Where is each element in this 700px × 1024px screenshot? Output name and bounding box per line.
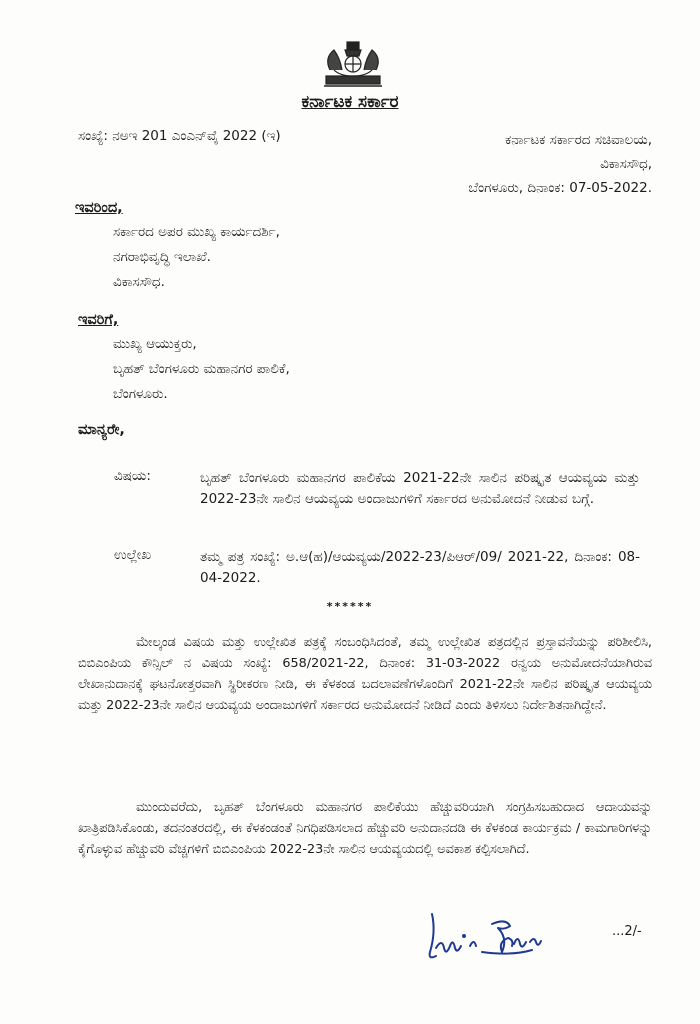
salutation: ಮಾನ್ಯರೇ, xyxy=(78,422,125,438)
office-line: ಕರ್ನಾಟಕ ಸರ್ಕಾರದ ಸಚಿವಾಲಯ, xyxy=(505,132,652,148)
reference-number: ಸಂಖ್ಯೆ: ನಅಇ 201 ಎಂಎನ್‌ವೈ 2022 (ಇ) xyxy=(78,128,281,144)
office-line: ವಿಕಾಸಸೌಧ, xyxy=(600,156,652,172)
reference-label: ಉಲ್ಲೇಖ xyxy=(114,547,152,563)
recipient-line: ಬೃಹತ್ ಬೆಂಗಳೂರು ಮಹಾನಗರ ಪಾಲಿಕೆ, xyxy=(113,361,290,377)
sender-address xyxy=(113,220,280,295)
separator-stars: ****** xyxy=(326,600,374,613)
from-heading: ಇವರಿಂದ, xyxy=(75,200,123,216)
recipient-address xyxy=(113,332,290,407)
to-heading: ಇವರಿಗೆ, xyxy=(78,312,119,328)
sender-line: ವಿಕಾಸಸೌಧ. xyxy=(113,274,165,290)
office-date-line: ಬೆಂಗಳೂರು, ದಿನಾಂಕ: 07-05-2022. xyxy=(468,180,652,196)
body-paragraph-2: ಮುಂದುವರೆದು, ಬೃಹತ್ ಬೆಂಗಳೂರು ಮಹಾನಗರ ಪಾಲಿಕೆಯು ಹೆಚ್ಚುವರಿಯಾಗಿ ಸಂಗ್ರಹಿಸಬಹುದಾದ ಆದಾಯವನ್ನು ಖಾತ್ರಿಪಡಿಸಿಕೊಂಡು, ತದನಂತರದಲ್ಲಿ, ಈ ಕೆಳಕಂಡಂತೆ ನಿಗಧಿಪಡಿಸಲಾದ ಹೆಚ್ಚುವರಿ ಅನುದಾನದಡಿ ಈ ಕೆಳಕಂಡ ಕಾರ್ಯಕ್ರಮ / ಕಾಮಗಾರಿಗಳನ್ನು ಕೈಗೊಳ್ಳುವ ಹೆಚ್ಚುವರಿ ವೆಚ್ಚಗಳಿಗೆ ಬಿಬಿಎಂಪಿಯ 2022-23ನೇ ಸಾಲಿನ ಆಯವ್ಯಯದಲ್ಲಿ ಅವಕಾಶ ಕಲ್ಪಿಸಲಾಗಿದೆ. xyxy=(78,800,652,857)
page-continuation: ...2/- xyxy=(612,924,642,939)
sender-line: ಸರ್ಕಾರದ ಅಪರ ಮುಖ್ಯ ಕಾರ್ಯದರ್ಶಿ, xyxy=(113,224,280,240)
sender-line: ನಗರಾಭಿವೃದ್ಧಿ ಇಲಾಖೆ. xyxy=(113,249,211,265)
recipient-line: ಬೆಂಗಳೂರು. xyxy=(113,386,168,402)
subject-label: ವಿಷಯ: xyxy=(114,468,151,484)
office-address xyxy=(468,128,652,200)
body-paragraph-1: ಮೇಲ್ಕಂಡ ವಿಷಯ ಮತ್ತು ಉಲ್ಲೇಖಿತ ಪತ್ರಕ್ಕೆ ಸಂಬಂಧಿಸಿದಂತೆ, ತಮ್ಮ ಉಲ್ಲೇಖಿತ ಪತ್ರದಲ್ಲಿನ ಪ್ರಸ್ತಾವನೆಯನ್ನು ಪರಿಶೀಲಿಸಿ, ಬಿಬಿಎಂಪಿಯ ಕೌನ್ಸಿಲ್ ನ ವಿಷಯ ಸಂಖ್ಯೆ: 658/2021-22, ದಿನಾಂಕ: 31-03-2022 ರನ್ವಯ ಅನುಮೋದನೆಯಾಗಿರುವ ಲೇಖಾನುದಾನಕ್ಕೆ ಘಟನೋತ್ತರವಾಗಿ ಸ್ಥಿರೀಕರಣ ನೀಡಿ, ಈ ಕೆಳಕಂಡ ಬದಲಾವಣೆಗಳೊಂದಿಗೆ 2021-22ನೇ ಸಾಲಿನ ಪರಿಷ್ಕೃತ ಆಯವ್ಯಯ ಮತ್ತು 2022-23ನೇ ಸಾಲಿನ ಆಯವ್ಯಯ ಅಂದಾಜುಗಳಿಗೆ ಸರ್ಕಾರದ ಅನುಮೋದನೆ ನೀಡಿದೆ ಎಂದು ತಿಳಿಸಲು ನಿರ್ದೇಶಿತನಾಗಿದ್ದೇನೆ. xyxy=(78,635,652,713)
subject-text: ಬೃಹತ್ ಬೆಂಗಳೂರು ಮಹಾನಗರ ಪಾಲಿಕೆಯ 2021-22ನೇ ಸಾಲಿನ ಪರಿಷ್ಕೃತ ಆಯವ್ಯಯ ಮತ್ತು 2022-23ನೇ ಸಾಲಿನ ಆಯವ್ಯಯ ಅಂದಾಜುಗಳಿಗೆ ಸರ್ಕಾರದ ಅನುಮೋದನೆ ನೀಡುವ ಬಗ್ಗೆ. xyxy=(200,470,640,507)
state-emblem-icon xyxy=(320,40,386,90)
recipient-line: ಮುಖ್ಯ ಆಯುಕ್ತರು, xyxy=(113,336,197,352)
reference-text: ತಮ್ಮ ಪತ್ರ ಸಂಖ್ಯೆ: ಅ.ಆ(ಹ)/ಆಯವ್ಯಯ/2022-23/ಪಿಆರ್/09/ 2021-22, ದಿನಾಂಕ: 08-04-2022. xyxy=(200,549,640,586)
signature-icon xyxy=(418,902,588,972)
government-title: ಕರ್ನಾಟಕ ಸರ್ಕಾರ xyxy=(301,92,399,112)
